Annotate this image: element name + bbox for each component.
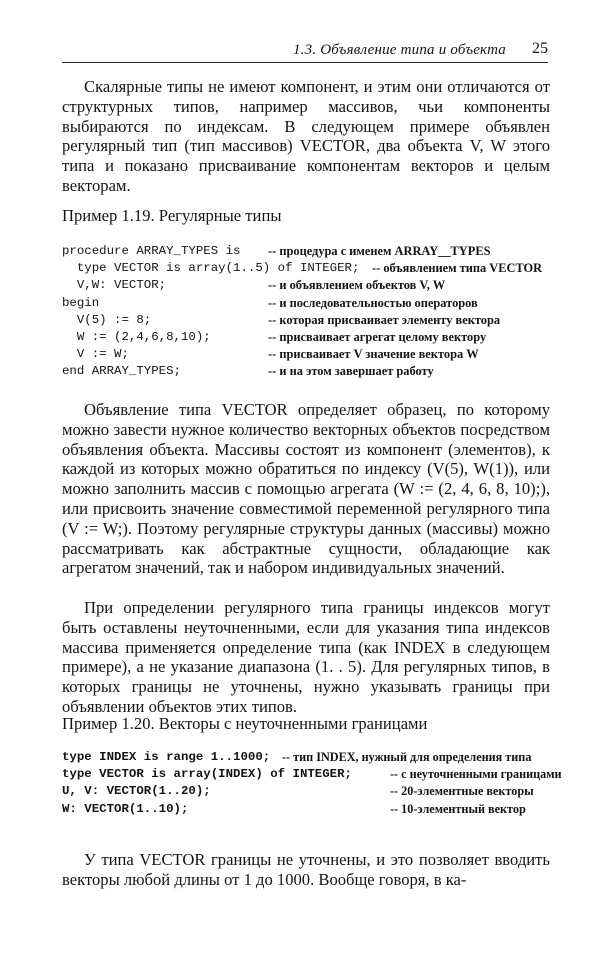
paragraph-vector-length: У типа VECTOR границы не уточнены, и это позволяет вводить векторы любой длины от 1 до 1000. Вообще говоря, в ка-	[62, 850, 550, 889]
code-comment: -- и на этом завершает работу	[268, 364, 434, 379]
code-text: W := (2,4,6,8,10);	[62, 329, 211, 344]
code-line	[62, 767, 562, 784]
code-comment: -- и объявлением объектов V, W	[268, 278, 446, 293]
code-line	[62, 750, 562, 767]
code-comment: -- присваивает агрегат целому вектору	[268, 329, 487, 344]
code-text: procedure ARRAY_TYPES is	[62, 244, 241, 258]
code-text: W: VECTOR(1..10);	[62, 801, 189, 816]
paragraph-vector-declaration: Объявление типа VECTOR определяет образец, по которому можно завести нужное количество векторных объектов посредством объявления объекта. Массивы состоят из компонент (элементов), к каждой из которых можно обратиться по индексу (V(5), W(1)), или можно заполнить массив с помощью агрегата (W := (2, 4, 6, 8, 10);), или присвоить значение совместимой переменной регулярного типа (V := W;). Поэтому регулярные структуры данных (массивы) можно рассматривать как абстрактные сущности, обладающие как агрегатом значений, так и набором индивидуальных значений.	[62, 400, 550, 578]
code-text: type INDEX is range 1..1000;	[62, 750, 271, 764]
code-line	[62, 296, 562, 313]
code-line	[62, 244, 562, 261]
code-text: begin	[62, 295, 100, 310]
example-1-19-code	[62, 244, 562, 382]
code-text: end ARRAY_TYPES;	[62, 364, 181, 379]
code-text: V(5) := 8;	[62, 312, 152, 327]
code-line	[62, 364, 562, 381]
code-line	[62, 784, 562, 801]
code-text: type VECTOR is array(1..5) of INTEGER;	[62, 261, 360, 276]
code-text: U, V: VECTOR(1..20);	[62, 784, 211, 799]
example-1-20-caption: Пример 1.20. Векторы с неуточненными границами	[62, 714, 428, 733]
page-number: 25	[532, 40, 548, 57]
paragraph-unconstrained-bounds: При определении регулярного типа границы индексов могут быть оставлены неуточненными, если для указания типа индексов массива применяется определение типа (как INDEX в следующем примере), а не указание диапазона (1. . 5). Для регулярных типов, в которых границы не уточнены, нужно указывать границы при объявлении объектов этих типов.	[62, 598, 550, 716]
example-1-20-code	[62, 750, 562, 819]
code-line	[62, 330, 562, 347]
code-text: V,W: VECTOR;	[62, 278, 167, 293]
code-comment: -- тип INDEX, нужный для определения типа	[282, 750, 532, 764]
code-comment: -- и последовательностью операторов	[268, 295, 478, 310]
code-comment: -- 10-элементный вектор	[390, 801, 526, 816]
section-title: 1.3. Объявление типа и объекта	[292, 42, 506, 58]
code-line	[62, 261, 562, 278]
code-comment: -- процедура с именем ARRAY__TYPES	[268, 244, 491, 258]
code-comment: -- присваивает V значение вектора W	[268, 347, 479, 362]
code-text: type VECTOR is array(INDEX) of INTEGER;	[62, 767, 352, 782]
example-1-19-caption: Пример 1.19. Регулярные типы	[62, 206, 282, 225]
paragraph-scalar-types: Скалярные типы не имеют компонент, и этим они отличаются от структурных типов, например массивов, чьи компоненты выбираются по индексам. В следующем примере объявлен регулярный тип (тип массивов) VECTOR, два объекта V, W этого типа и показано присваивание компонентам векторов и целым векторам.	[62, 77, 550, 195]
code-comment: -- 20-элементные векторы	[390, 784, 534, 799]
running-header	[62, 40, 548, 63]
code-text: V := W;	[62, 347, 129, 362]
code-line	[62, 278, 562, 295]
code-comment: -- объявлением типа VECTOR	[372, 261, 543, 276]
code-comment: -- которая присваивает элементу вектора	[268, 312, 501, 327]
code-line	[62, 313, 562, 330]
code-comment: -- с неуточненными границами	[390, 767, 562, 782]
code-line	[62, 802, 562, 819]
code-line	[62, 347, 562, 364]
